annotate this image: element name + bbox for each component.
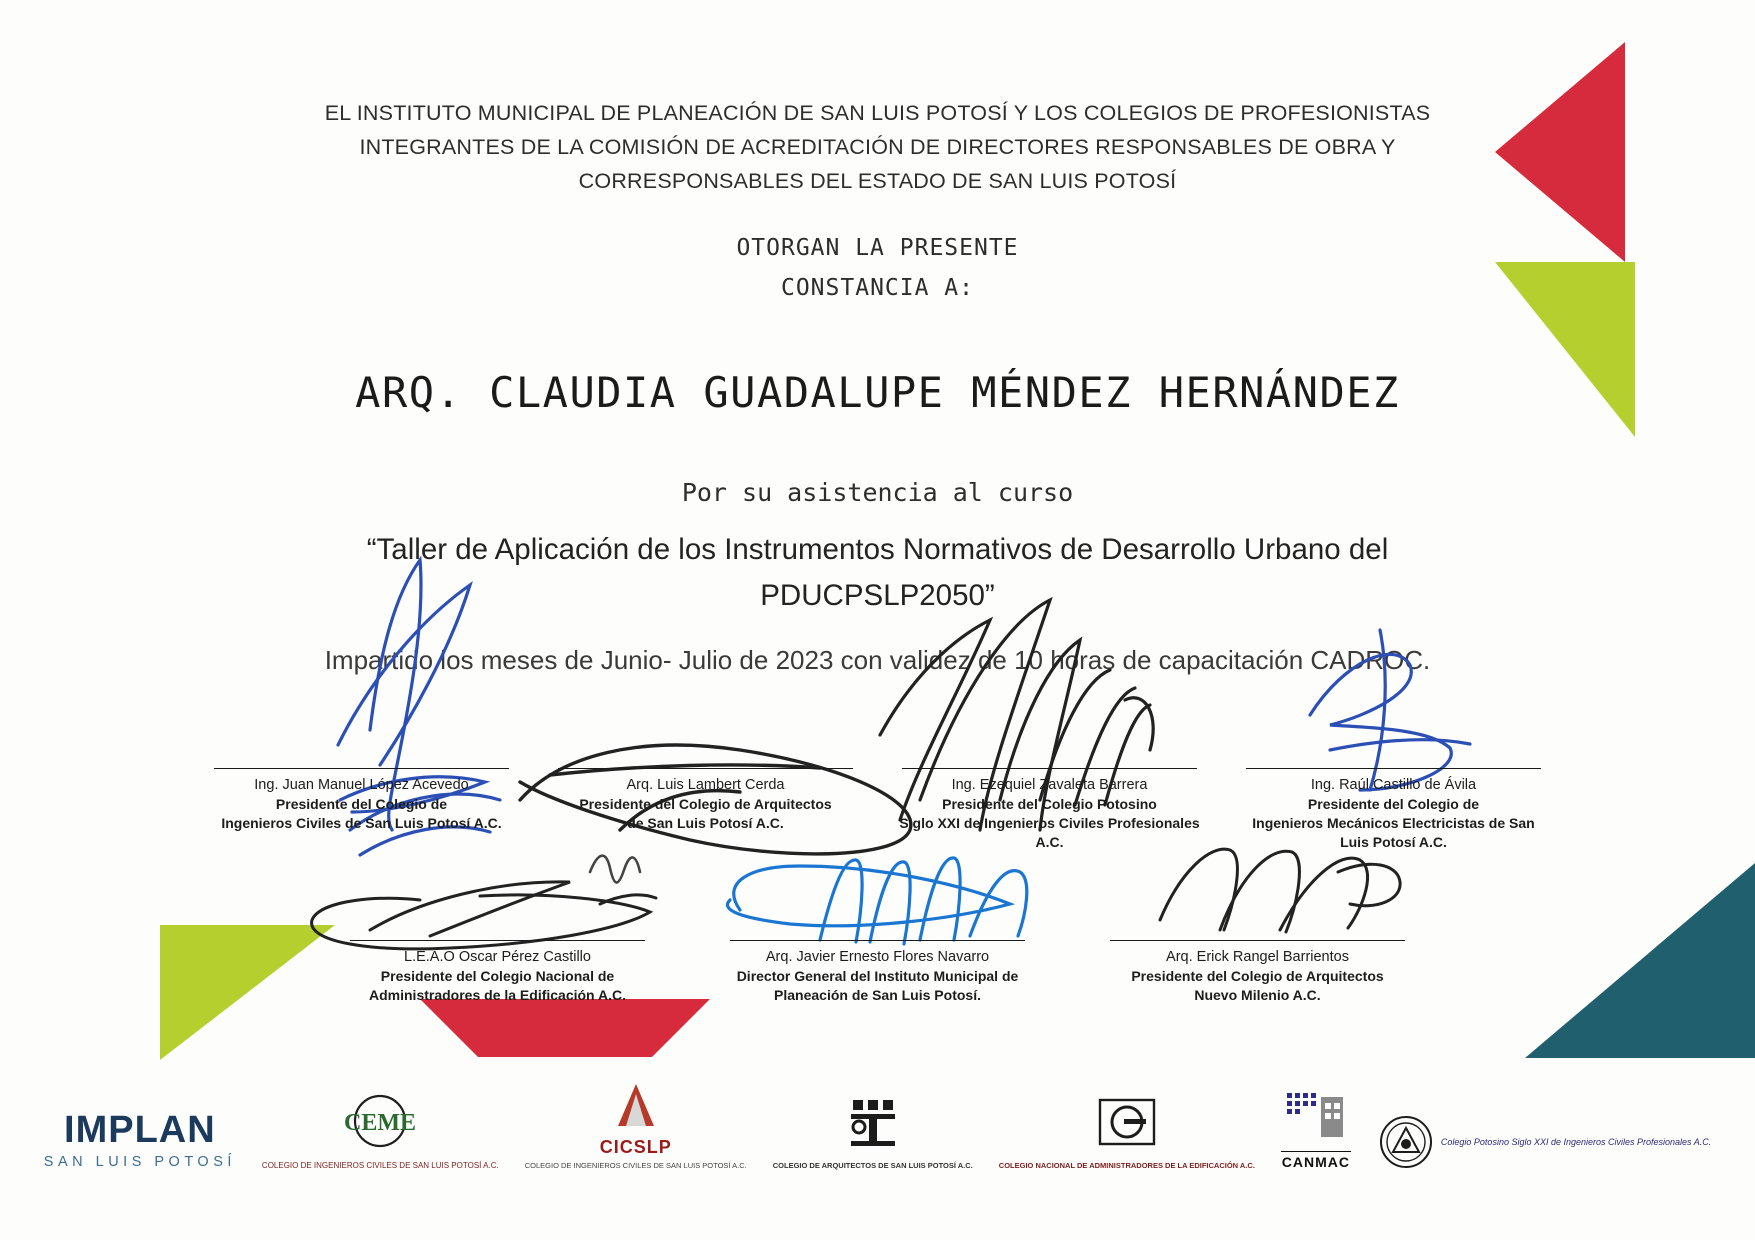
signature-line bbox=[902, 768, 1196, 769]
signature-role-line-1: Presidente del Colegio de Arquitectos bbox=[579, 796, 832, 812]
cnae-emblem-icon bbox=[1094, 1096, 1160, 1152]
award-line-2: CONSTANCIA A: bbox=[780, 275, 974, 301]
certificate-header bbox=[0, 96, 1755, 198]
signature-name: Ing. Ezequiel Zavaleta Barrera bbox=[951, 777, 1148, 793]
colegio-potosino-subtitle: Colegio Potosino Siglo XXI de Ingenieros Civiles Profesionales A.C. bbox=[1440, 1136, 1712, 1147]
signature-line bbox=[558, 768, 852, 769]
implan-subtitle: SAN LUIS POTOSÍ bbox=[43, 1154, 236, 1170]
signature-block-juan-manuel-lopez-acevedo bbox=[202, 768, 522, 852]
signature-block-luis-lambert-cerda bbox=[546, 768, 866, 852]
ceme-emblem-icon bbox=[342, 1093, 418, 1153]
signature-line bbox=[1246, 768, 1540, 769]
signature-name: Arq. Luis Lambert Cerda bbox=[626, 777, 785, 793]
logo-strip bbox=[0, 1080, 1755, 1170]
course-title bbox=[0, 527, 1755, 619]
signature-row-2 bbox=[0, 940, 1755, 1005]
signature-name: Arq. Erick Rangel Barrientos bbox=[1166, 949, 1349, 965]
colegio-arquitectos-subtitle: COLEGIO DE ARQUITECTOS DE SAN LUIS POTOSÍ A.C. bbox=[772, 1161, 973, 1170]
signature-name: Ing. Juan Manuel López Acevedo bbox=[254, 777, 469, 793]
signature-role-line-2: de San Luis Potosí A.C. bbox=[627, 815, 784, 831]
signature-role-line-2: Ingenieros Mecánicos Electricistas de San bbox=[1252, 815, 1535, 831]
cicslp-subtitle: COLEGIO DE INGENIEROS CIVILES DE SAN LUIS POTOSÍ A.C. bbox=[524, 1161, 747, 1170]
implan-wordmark: IMPLAN bbox=[64, 1109, 216, 1151]
signature-name: L.E.A.O Oscar Pérez Castillo bbox=[404, 949, 591, 965]
cicslp-building-icon bbox=[599, 1080, 673, 1132]
logo-cicslp bbox=[525, 1080, 747, 1170]
signature-block-raul-castillo-de-avila bbox=[1234, 768, 1554, 852]
signature-name: Arq. Javier Ernesto Flores Navarro bbox=[765, 949, 990, 965]
course-title-line-2: PDUCPSLP2050” bbox=[760, 579, 995, 612]
header-line-1: EL INSTITUTO MUNICIPAL DE PLANEACIÓN DE SAN LUIS POTOSÍ Y LOS COLEGIOS DE PROFESIONISTAS bbox=[324, 101, 1431, 125]
signature-role-line-2: Siglo XXI de Ingenieros Civiles Profesionales bbox=[899, 815, 1200, 831]
logo-colegio-potosino-siglo-xxi bbox=[1377, 1114, 1711, 1170]
signature-role-line-1: Presidente del Colegio Potosino bbox=[942, 796, 1157, 812]
cnae-subtitle: COLEGIO NACIONAL DE ADMINISTRADORES DE LA EDIFICACIÓN A.C. bbox=[998, 1161, 1255, 1170]
logo-cnae bbox=[999, 1096, 1255, 1170]
validity-text: Impartido los meses de Junio- Julio de 2023 con validez de 10 horas de capacitación CADROC. bbox=[324, 645, 1431, 675]
signature-role-line-2: Nuevo Milenio A.C. bbox=[1194, 987, 1321, 1003]
award-statement bbox=[0, 228, 1755, 308]
signature-role-line-1: Presidente del Colegio de bbox=[275, 796, 448, 812]
signature-line bbox=[350, 940, 644, 941]
header-line-2: INTEGRANTES DE LA COMISIÓN DE ACREDITACIÓN DE DIRECTORES RESPONSABLES DE OBRA Y bbox=[359, 135, 1396, 159]
signature-block-oscar-perez-castillo bbox=[338, 940, 658, 1005]
signature-line bbox=[1110, 940, 1404, 941]
svg-text:CEME: CEME bbox=[344, 1110, 417, 1136]
signature-role-line-2: Administradores de la Edificación A.C. bbox=[369, 987, 626, 1003]
signature-role-line-2: Ingenieros Civiles de San Luis Potosí A.C. bbox=[221, 815, 502, 831]
attendance-label: Por su asistencia al curso bbox=[681, 478, 1074, 507]
logo-colegio-arquitectos bbox=[773, 1094, 973, 1170]
course-title-line-1: “Taller de Aplicación de los Instrumentos Normativos de Desarrollo Urbano del bbox=[366, 533, 1389, 566]
cicslp-wordmark: CICSLP bbox=[599, 1137, 672, 1157]
award-line-1: OTORGAN LA PRESENTE bbox=[736, 235, 1019, 261]
signature-role-line-1: Presidente del Colegio de bbox=[1307, 796, 1480, 812]
canmac-wordmark: CANMAC bbox=[1281, 1151, 1351, 1170]
signature-role-line-1: Presidente del Colegio de Arquitectos bbox=[1131, 968, 1384, 984]
signature-line bbox=[214, 768, 508, 769]
signature-row-1 bbox=[0, 768, 1755, 852]
signature-block-ezequiel-zavaleta-barrera bbox=[890, 768, 1210, 852]
logo-canmac bbox=[1281, 1089, 1351, 1170]
signature-role-line-2: Planeación de San Luis Potosí. bbox=[774, 987, 981, 1003]
header-line-3: CORRESPONSABLES DEL ESTADO DE SAN LUIS POTOSÍ bbox=[578, 169, 1177, 193]
colegio-potosino-emblem-icon bbox=[1377, 1114, 1435, 1170]
logo-implan bbox=[44, 1109, 236, 1170]
signature-role-line-3: Luis Potosí A.C. bbox=[1340, 834, 1447, 850]
logo-ceme bbox=[262, 1093, 499, 1170]
ceme-subtitle: COLEGIO DE INGENIEROS CIVILES DE SAN LUIS POTOSÍ A.C. bbox=[261, 1161, 499, 1170]
signature-role-line-3: A.C. bbox=[1035, 834, 1064, 850]
canmac-icon bbox=[1281, 1089, 1351, 1143]
recipient-name: ARQ. CLAUDIA GUADALUPE MÉNDEZ HERNÁNDEZ bbox=[355, 368, 1400, 417]
signature-name: Ing. Raúl Castillo de Ávila bbox=[1310, 777, 1477, 793]
signature-role-line-1: Presidente del Colegio Nacional de bbox=[380, 968, 615, 984]
signature-block-javier-ernesto-flores-navarro bbox=[718, 940, 1038, 1005]
signature-block-erick-rangel-barrientos bbox=[1098, 940, 1418, 1005]
colegio-arquitectos-icon bbox=[837, 1094, 909, 1152]
decor-red-trapezoid-bottom bbox=[420, 999, 710, 1057]
signature-line bbox=[730, 940, 1024, 941]
signature-role-line-1: Director General del Instituto Municipal de bbox=[736, 968, 1019, 984]
